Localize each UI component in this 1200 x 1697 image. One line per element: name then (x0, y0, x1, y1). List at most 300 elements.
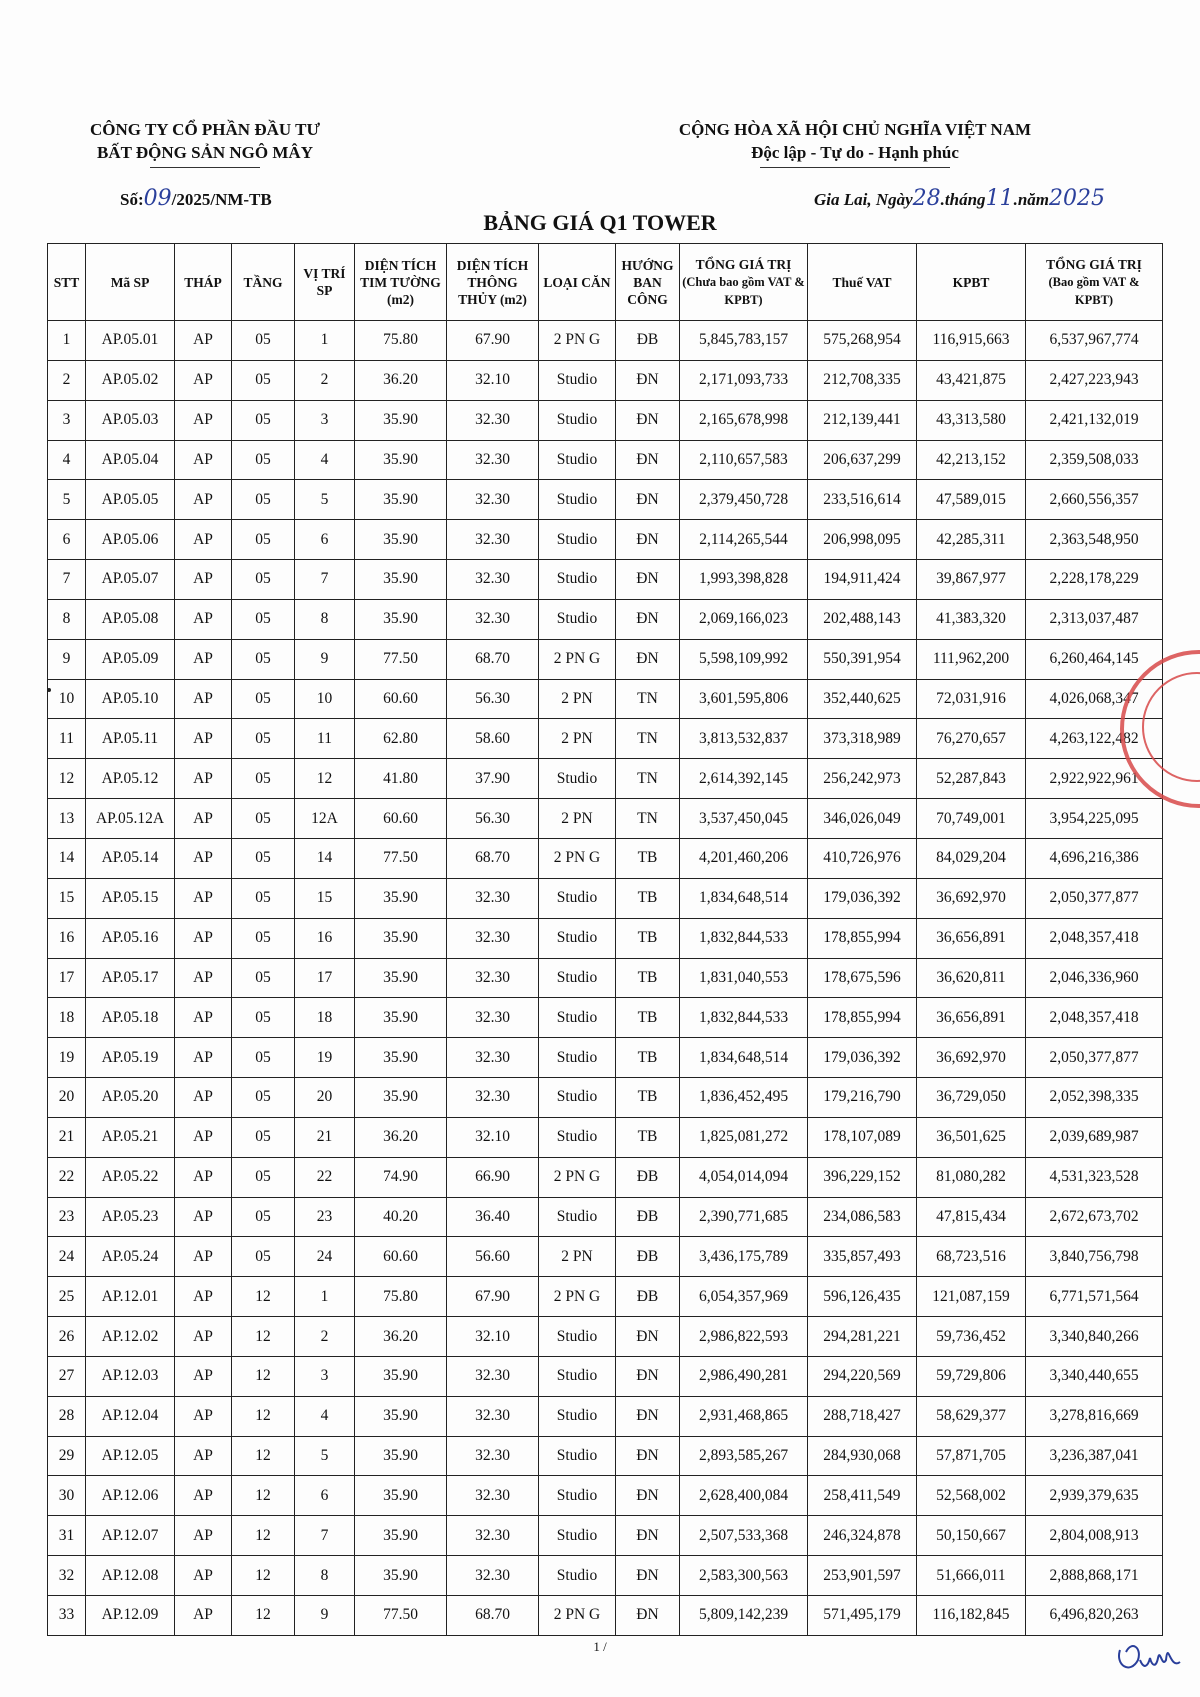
table-row (48, 560, 1163, 600)
cell-kpbt: 57,871,705 (917, 1436, 1026, 1476)
cell-clear-area: 32.30 (447, 1556, 539, 1596)
cell-floor: 05 (232, 360, 295, 400)
cell-unit-type: Studio (539, 520, 616, 560)
cell-total-excl: 2,069,166,023 (680, 599, 808, 639)
cell-code: AP.12.09 (86, 1596, 175, 1636)
cell-clear-area: 32.30 (447, 1476, 539, 1516)
cell-clear-area: 37.90 (447, 759, 539, 799)
table-row (48, 480, 1163, 520)
cell-stt: 24 (48, 1237, 86, 1277)
table-row (48, 1197, 1163, 1237)
cell-tower: AP (175, 599, 232, 639)
cell-position: 8 (295, 1556, 355, 1596)
cell-total-incl: 2,046,336,960 (1026, 958, 1163, 998)
table-row (48, 440, 1163, 480)
cell-direction: ĐN (616, 1516, 680, 1556)
cell-stt: 28 (48, 1396, 86, 1436)
table-row (48, 1038, 1163, 1078)
cell-vat: 571,495,179 (808, 1596, 917, 1636)
cell-stt: 13 (48, 799, 86, 839)
cell-unit-type: Studio (539, 599, 616, 639)
table-row (48, 520, 1163, 560)
cell-total-excl: 3,813,532,837 (680, 719, 808, 759)
col-code: Mã SP (86, 244, 175, 321)
cell-wall-area: 74.90 (355, 1157, 447, 1197)
cell-total-excl: 1,834,648,514 (680, 1038, 808, 1078)
cell-stt: 20 (48, 1078, 86, 1118)
cell-unit-type: Studio (539, 480, 616, 520)
cell-total-incl: 2,050,377,877 (1026, 878, 1163, 918)
cell-stt: 9 (48, 639, 86, 679)
cell-clear-area: 58.60 (447, 719, 539, 759)
cell-vat: 373,318,989 (808, 719, 917, 759)
cell-code: AP.05.12 (86, 759, 175, 799)
cell-tower: AP (175, 1396, 232, 1436)
cell-stt: 7 (48, 560, 86, 600)
cell-code: AP.05.04 (86, 440, 175, 480)
cell-unit-type: 2 PN (539, 1237, 616, 1277)
cell-kpbt: 36,729,050 (917, 1078, 1026, 1118)
table-row (48, 719, 1163, 759)
cell-clear-area: 32.10 (447, 360, 539, 400)
cell-kpbt: 36,656,891 (917, 918, 1026, 958)
company-name-line1: CÔNG TY CỔ PHẦN ĐẦU TƯ (90, 120, 320, 139)
cell-total-incl: 6,260,464,145 (1026, 639, 1163, 679)
cell-wall-area: 35.90 (355, 1556, 447, 1596)
table-row (48, 1078, 1163, 1118)
table-header-row (48, 244, 1163, 321)
cell-tower: AP (175, 440, 232, 480)
cell-position: 4 (295, 440, 355, 480)
col-balcony-direction: HƯỚNG BAN CÔNG (616, 244, 680, 321)
cell-kpbt: 36,620,811 (917, 958, 1026, 998)
cell-position: 10 (295, 679, 355, 719)
cell-direction: ĐB (616, 1237, 680, 1277)
cell-total-excl: 5,845,783,157 (680, 321, 808, 361)
cell-tower: AP (175, 480, 232, 520)
month-handwritten: 11 (985, 186, 1014, 211)
cell-unit-type: 2 PN G (539, 1157, 616, 1197)
cell-tower: AP (175, 799, 232, 839)
cell-tower: AP (175, 1197, 232, 1237)
cell-code: AP.12.08 (86, 1556, 175, 1596)
cell-total-excl: 1,834,648,514 (680, 878, 808, 918)
cell-direction: TB (616, 838, 680, 878)
cell-direction: TB (616, 1038, 680, 1078)
cell-direction: ĐN (616, 599, 680, 639)
cell-wall-area: 35.90 (355, 1078, 447, 1118)
cell-total-excl: 1,832,844,533 (680, 998, 808, 1038)
table-row (48, 639, 1163, 679)
cell-kpbt: 59,736,452 (917, 1317, 1026, 1357)
table-row (48, 799, 1163, 839)
cell-stt: 6 (48, 520, 86, 560)
cell-floor: 12 (232, 1516, 295, 1556)
cell-unit-type: 2 PN G (539, 321, 616, 361)
cell-stt: 5 (48, 480, 86, 520)
cell-total-incl: 2,048,357,418 (1026, 998, 1163, 1038)
cell-clear-area: 32.30 (447, 599, 539, 639)
cell-unit-type: Studio (539, 918, 616, 958)
cell-floor: 05 (232, 480, 295, 520)
cell-kpbt: 43,313,580 (917, 400, 1026, 440)
table-row (48, 360, 1163, 400)
cell-direction: TB (616, 998, 680, 1038)
cell-floor: 12 (232, 1476, 295, 1516)
cell-position: 12 (295, 759, 355, 799)
cell-floor: 12 (232, 1596, 295, 1636)
cell-clear-area: 32.30 (447, 878, 539, 918)
cell-direction: ĐN (616, 1317, 680, 1357)
cell-vat: 179,036,392 (808, 878, 917, 918)
cell-wall-area: 35.90 (355, 1436, 447, 1476)
cell-unit-type: 2 PN G (539, 1596, 616, 1636)
cell-unit-type: Studio (539, 1038, 616, 1078)
cell-code: AP.12.02 (86, 1317, 175, 1357)
table-row (48, 679, 1163, 719)
cell-vat: 410,726,976 (808, 838, 917, 878)
cell-total-excl: 2,628,400,084 (680, 1476, 808, 1516)
cell-vat: 179,216,790 (808, 1078, 917, 1118)
col-unit-type: LOẠI CĂN (539, 244, 616, 321)
cell-direction: ĐB (616, 1277, 680, 1317)
cell-wall-area: 75.80 (355, 1277, 447, 1317)
year-handwritten: 2025 (1049, 186, 1105, 211)
cell-tower: AP (175, 679, 232, 719)
cell-code: AP.05.12A (86, 799, 175, 839)
motto-underline (760, 167, 950, 168)
cell-direction: TN (616, 759, 680, 799)
cell-code: AP.05.22 (86, 1157, 175, 1197)
cell-kpbt: 52,287,843 (917, 759, 1026, 799)
cell-tower: AP (175, 719, 232, 759)
cell-code: AP.05.23 (86, 1197, 175, 1237)
cell-stt: 17 (48, 958, 86, 998)
cell-floor: 05 (232, 759, 295, 799)
cell-code: AP.05.10 (86, 679, 175, 719)
table-row (48, 878, 1163, 918)
cell-kpbt: 68,723,516 (917, 1237, 1026, 1277)
republic-motto: Độc lập - Tự do - Hạnh phúc (751, 143, 959, 162)
cell-direction: ĐN (616, 1596, 680, 1636)
cell-wall-area: 60.60 (355, 1237, 447, 1277)
cell-total-excl: 2,165,678,998 (680, 400, 808, 440)
col-vat: Thuế VAT (808, 244, 917, 321)
cell-position: 16 (295, 918, 355, 958)
cell-direction: ĐN (616, 639, 680, 679)
cell-direction: ĐN (616, 1556, 680, 1596)
cell-tower: AP (175, 400, 232, 440)
table-row (48, 918, 1163, 958)
cell-kpbt: 36,501,625 (917, 1117, 1026, 1157)
cell-total-incl: 4,531,323,528 (1026, 1157, 1163, 1197)
cell-direction: ĐN (616, 440, 680, 480)
cell-wall-area: 77.50 (355, 838, 447, 878)
cell-clear-area: 32.30 (447, 1356, 539, 1396)
cell-kpbt: 84,029,204 (917, 838, 1026, 878)
cell-clear-area: 32.30 (447, 1038, 539, 1078)
col-tower: THÁP (175, 244, 232, 321)
cell-kpbt: 36,656,891 (917, 998, 1026, 1038)
cell-stt: 30 (48, 1476, 86, 1516)
cell-position: 7 (295, 560, 355, 600)
cell-floor: 05 (232, 1157, 295, 1197)
cell-stt: 29 (48, 1436, 86, 1476)
cell-vat: 246,324,878 (808, 1516, 917, 1556)
cell-unit-type: Studio (539, 1197, 616, 1237)
cell-vat: 253,901,597 (808, 1556, 917, 1596)
cell-stt: 21 (48, 1117, 86, 1157)
cell-unit-type: Studio (539, 958, 616, 998)
cell-vat: 234,086,583 (808, 1197, 917, 1237)
table-row (48, 321, 1163, 361)
cell-direction: ĐN (616, 1396, 680, 1436)
cell-unit-type: 2 PN (539, 679, 616, 719)
cell-floor: 05 (232, 560, 295, 600)
cell-total-incl: 6,537,967,774 (1026, 321, 1163, 361)
cell-position: 3 (295, 400, 355, 440)
cell-wall-area: 35.90 (355, 560, 447, 600)
cell-code: AP.05.02 (86, 360, 175, 400)
cell-wall-area: 35.90 (355, 878, 447, 918)
cell-total-incl: 2,427,223,943 (1026, 360, 1163, 400)
cell-total-excl: 2,114,265,544 (680, 520, 808, 560)
cell-floor: 12 (232, 1277, 295, 1317)
cell-direction: TN (616, 799, 680, 839)
cell-vat: 335,857,493 (808, 1237, 917, 1277)
table-row (48, 759, 1163, 799)
cell-total-incl: 4,026,068,347 (1026, 679, 1163, 719)
cell-tower: AP (175, 1317, 232, 1357)
cell-direction: ĐB (616, 1157, 680, 1197)
cell-unit-type: Studio (539, 360, 616, 400)
cell-position: 1 (295, 1277, 355, 1317)
cell-tower: AP (175, 1237, 232, 1277)
cell-floor: 05 (232, 799, 295, 839)
cell-direction: TB (616, 1117, 680, 1157)
col-position: VỊ TRÍ SP (295, 244, 355, 321)
cell-total-incl: 6,771,571,564 (1026, 1277, 1163, 1317)
cell-kpbt: 116,182,845 (917, 1596, 1026, 1636)
col-total-incl: TỔNG GIÁ TRỊ (Bao gồm VAT & KPBT) (1026, 244, 1163, 321)
cell-position: 3 (295, 1356, 355, 1396)
cell-floor: 05 (232, 679, 295, 719)
cell-unit-type: Studio (539, 440, 616, 480)
cell-position: 17 (295, 958, 355, 998)
cell-direction: TN (616, 719, 680, 759)
cell-direction: ĐN (616, 560, 680, 600)
cell-position: 22 (295, 1157, 355, 1197)
cell-total-excl: 2,110,657,583 (680, 440, 808, 480)
cell-position: 2 (295, 360, 355, 400)
cell-position: 6 (295, 1476, 355, 1516)
cell-stt: 18 (48, 998, 86, 1038)
col-total-excl: TỔNG GIÁ TRỊ (Chưa bao gồm VAT & KPBT) (680, 244, 808, 321)
cell-total-excl: 6,054,357,969 (680, 1277, 808, 1317)
cell-unit-type: 2 PN (539, 719, 616, 759)
cell-floor: 05 (232, 998, 295, 1038)
cell-vat: 294,281,221 (808, 1317, 917, 1357)
cell-total-excl: 5,598,109,992 (680, 639, 808, 679)
cell-unit-type: 2 PN G (539, 838, 616, 878)
cell-total-excl: 1,832,844,533 (680, 918, 808, 958)
cell-total-excl: 4,054,014,094 (680, 1157, 808, 1197)
cell-unit-type: Studio (539, 1476, 616, 1516)
cell-clear-area: 32.30 (447, 1078, 539, 1118)
cell-code: AP.12.04 (86, 1396, 175, 1436)
cell-stt: 25 (48, 1277, 86, 1317)
cell-floor: 05 (232, 639, 295, 679)
cell-vat: 396,229,152 (808, 1157, 917, 1197)
cell-wall-area: 35.90 (355, 400, 447, 440)
cell-code: AP.12.06 (86, 1476, 175, 1516)
cell-wall-area: 35.90 (355, 1356, 447, 1396)
cell-vat: 206,998,095 (808, 520, 917, 560)
cell-clear-area: 68.70 (447, 838, 539, 878)
table-row (48, 1596, 1163, 1636)
cell-direction: ĐN (616, 360, 680, 400)
cell-unit-type: Studio (539, 998, 616, 1038)
cell-floor: 12 (232, 1556, 295, 1596)
cell-kpbt: 43,421,875 (917, 360, 1026, 400)
cell-clear-area: 56.30 (447, 799, 539, 839)
cell-total-incl: 3,340,840,266 (1026, 1317, 1163, 1357)
cell-kpbt: 72,031,916 (917, 679, 1026, 719)
cell-floor: 05 (232, 1038, 295, 1078)
col-floor: TẦNG (232, 244, 295, 321)
cell-unit-type: Studio (539, 1078, 616, 1118)
cell-total-incl: 3,954,225,095 (1026, 799, 1163, 839)
cell-floor: 05 (232, 838, 295, 878)
cell-tower: AP (175, 360, 232, 400)
cell-stt: 12 (48, 759, 86, 799)
cell-floor: 05 (232, 719, 295, 759)
cell-wall-area: 75.80 (355, 321, 447, 361)
cell-position: 5 (295, 1436, 355, 1476)
cell-total-excl: 2,931,468,865 (680, 1396, 808, 1436)
cell-stt: 22 (48, 1157, 86, 1197)
cell-code: AP.05.05 (86, 480, 175, 520)
cell-unit-type: Studio (539, 1436, 616, 1476)
cell-wall-area: 35.90 (355, 520, 447, 560)
cell-unit-type: 2 PN G (539, 639, 616, 679)
table-row (48, 998, 1163, 1038)
cell-unit-type: Studio (539, 759, 616, 799)
cell-stt: 3 (48, 400, 86, 440)
cell-wall-area: 35.90 (355, 480, 447, 520)
cell-floor: 05 (232, 1078, 295, 1118)
cell-vat: 288,718,427 (808, 1396, 917, 1436)
cell-wall-area: 35.90 (355, 1396, 447, 1436)
cell-unit-type: Studio (539, 1356, 616, 1396)
cell-wall-area: 77.50 (355, 1596, 447, 1636)
cell-wall-area: 60.60 (355, 679, 447, 719)
table-row (48, 958, 1163, 998)
document-number: Số:09/2025/NM-TB (120, 186, 272, 211)
table-row (48, 1317, 1163, 1357)
cell-kpbt: 41,383,320 (917, 599, 1026, 639)
cell-direction: ĐN (616, 520, 680, 560)
cell-code: AP.05.18 (86, 998, 175, 1038)
cell-floor: 05 (232, 321, 295, 361)
cell-tower: AP (175, 1117, 232, 1157)
cell-code: AP.05.15 (86, 878, 175, 918)
cell-code: AP.05.19 (86, 1038, 175, 1078)
cell-position: 24 (295, 1237, 355, 1277)
cell-clear-area: 32.30 (447, 440, 539, 480)
cell-unit-type: Studio (539, 1117, 616, 1157)
handwritten-signature (1110, 1630, 1190, 1680)
cell-vat: 212,708,335 (808, 360, 917, 400)
cell-clear-area: 66.90 (447, 1157, 539, 1197)
table-row (48, 1356, 1163, 1396)
cell-wall-area: 35.90 (355, 1516, 447, 1556)
cell-wall-area: 35.90 (355, 958, 447, 998)
cell-floor: 05 (232, 1237, 295, 1277)
cell-direction: TB (616, 878, 680, 918)
col-clear-area: DIỆN TÍCH THÔNG THỦY (m2) (447, 244, 539, 321)
document-title: BẢNG GIÁ Q1 TOWER (483, 210, 717, 235)
cell-direction: TB (616, 958, 680, 998)
cell-total-incl: 2,922,922,961 (1026, 759, 1163, 799)
cell-total-excl: 5,809,142,239 (680, 1596, 808, 1636)
cell-wall-area: 35.90 (355, 998, 447, 1038)
cell-floor: 05 (232, 958, 295, 998)
cell-code: AP.05.14 (86, 838, 175, 878)
cell-clear-area: 32.30 (447, 1396, 539, 1436)
cell-total-excl: 2,507,533,368 (680, 1516, 808, 1556)
cell-stt: 33 (48, 1596, 86, 1636)
cell-total-excl: 1,836,452,495 (680, 1078, 808, 1118)
cell-wall-area: 60.60 (355, 799, 447, 839)
cell-wall-area: 77.50 (355, 639, 447, 679)
cell-wall-area: 36.20 (355, 1117, 447, 1157)
cell-clear-area: 32.30 (447, 998, 539, 1038)
cell-total-incl: 2,359,508,033 (1026, 440, 1163, 480)
cell-floor: 05 (232, 1117, 295, 1157)
col-stt: STT (48, 244, 86, 321)
cell-clear-area: 32.30 (447, 958, 539, 998)
cell-clear-area: 56.60 (447, 1237, 539, 1277)
table-row (48, 400, 1163, 440)
table-row (48, 1157, 1163, 1197)
table-row (48, 1396, 1163, 1436)
company-underline (150, 167, 260, 168)
cell-tower: AP (175, 1157, 232, 1197)
cell-kpbt: 51,666,011 (917, 1556, 1026, 1596)
cell-clear-area: 32.30 (447, 520, 539, 560)
cell-kpbt: 70,749,001 (917, 799, 1026, 839)
cell-clear-area: 68.70 (447, 639, 539, 679)
cell-position: 21 (295, 1117, 355, 1157)
company-header (60, 118, 350, 164)
cell-unit-type: 2 PN G (539, 1277, 616, 1317)
cell-clear-area: 32.30 (447, 400, 539, 440)
cell-floor: 05 (232, 1197, 295, 1237)
cell-vat: 212,139,441 (808, 400, 917, 440)
cell-vat: 178,855,994 (808, 998, 917, 1038)
cell-direction: ĐN (616, 1356, 680, 1396)
cell-total-incl: 3,236,387,041 (1026, 1436, 1163, 1476)
cell-code: AP.05.09 (86, 639, 175, 679)
cell-kpbt: 121,087,159 (917, 1277, 1026, 1317)
cell-position: 14 (295, 838, 355, 878)
cell-stt: 15 (48, 878, 86, 918)
cell-code: AP.05.24 (86, 1237, 175, 1277)
cell-total-excl: 2,986,490,281 (680, 1356, 808, 1396)
cell-code: AP.12.05 (86, 1436, 175, 1476)
cell-total-incl: 3,278,816,669 (1026, 1396, 1163, 1436)
